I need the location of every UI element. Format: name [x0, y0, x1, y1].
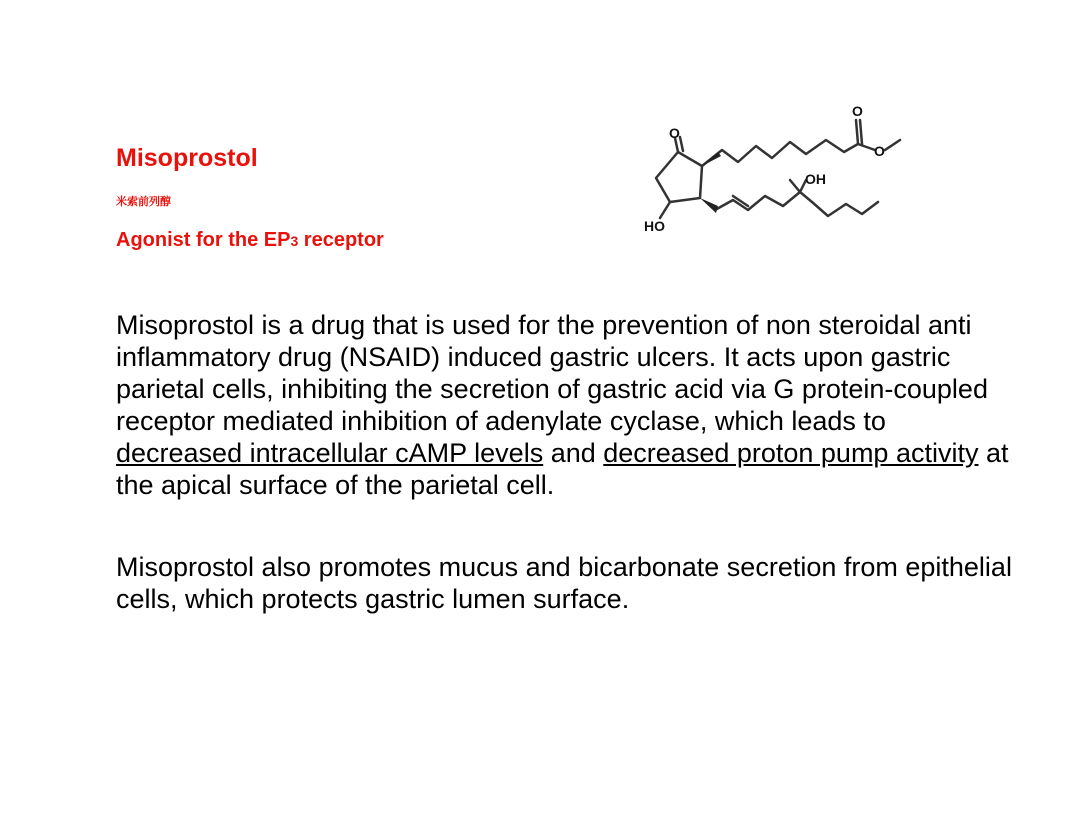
agonist-prefix: Agonist for the EP: [116, 229, 291, 251]
underlined-text-camp: decreased intracellular cAMP levels: [116, 438, 544, 468]
ketone-o-label: O: [669, 125, 680, 141]
misoprostol-structure-diagram: [630, 100, 910, 250]
ring-bonds: [656, 152, 702, 202]
agonist-subscript: 3: [290, 233, 299, 249]
paragraph-2: Misoprostol also promotes mucus and bicarbonate secretion from epithelial cells, which protects gastric lumen surface.: [116, 552, 1012, 614]
paragraph-1-text-after: at the apical surface of the parietal cell.: [116, 438, 1009, 500]
ester-o-label: O: [874, 143, 885, 159]
page-title: Misoprostol: [116, 144, 258, 172]
lower-chain: [715, 192, 878, 216]
oh-label: OH: [805, 171, 826, 187]
underlined-text-proton-pump: decreased proton pump activity: [603, 438, 979, 468]
wedge-bond-upper: [702, 152, 721, 166]
paragraph-1-text-before: Misoprostol is a drug that is used for the prevention of non steroidal anti inflammatory drug (NSAID) induced gastric ulcers. It acts upon gastric parietal cells, inhibiting the secretion of gastric acid via G protein-coupled receptor mediated inhibition of adenylate cyclase, which leads to: [116, 310, 988, 436]
body-text: [116, 309, 1016, 615]
ester-carbonyl-o-label: O: [852, 103, 863, 119]
ho-label: HO: [644, 218, 665, 234]
agonist-suffix: receptor: [298, 229, 384, 251]
upper-chain: [702, 140, 858, 166]
agonist-line: [116, 229, 384, 252]
chinese-name: 米索前列醇: [116, 195, 171, 208]
paragraph-1-text-middle: and: [543, 438, 604, 468]
wedge-bond-lower: [700, 198, 718, 213]
paragraph-1: [116, 309, 1016, 501]
